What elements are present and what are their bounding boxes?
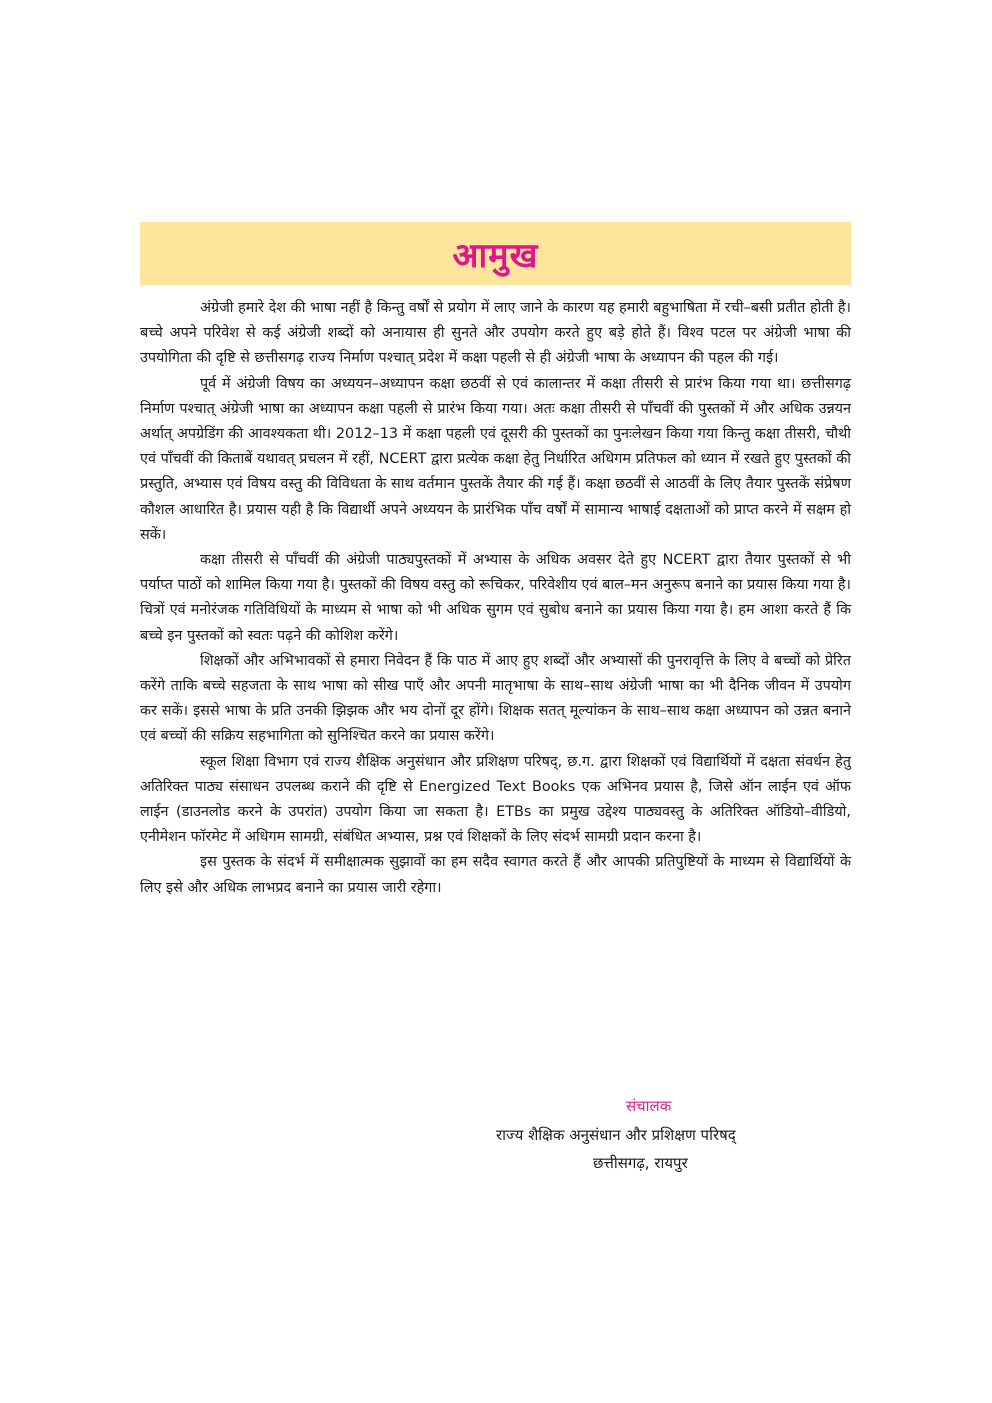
foreword-body bbox=[140, 296, 851, 901]
paragraph-4: शिक्षकों और अभिभावकों से हमारा निवेदन हैं कि पाठ में आए हुए शब्दों और अभ्यासों की पुनरावृत्ति के लिए वे बच्चों को प्रेरित करेंगे ताकि बच्चे सहजता के साथ भाषा को सीख पाएँ और अपनी मातृभाषा के साथ–साथ अंग्रेजी भाषा का भी दैनिक जीवन में उपयोग कर सकें। इससे भाषा के प्रति उनकी झिझक और भय दोनों दूर होंगे। शिक्षक सतत् मूल्यांकन के साथ–साथ कक्षा अध्यापन को उन्नत बनाने एवं बच्चों की सक्रिय सहभागिता को सुनिश्चित करने का प्रयास करेंगे। bbox=[140, 652, 851, 745]
signatory-title: संचालक bbox=[626, 1097, 672, 1115]
paragraph-5: स्कूल शिक्षा विभाग एवं राज्य शैक्षिक अनुसंधान और प्रशिक्षण परिषद्, छ.ग. द्वारा शिक्षकों एवं विद्यार्थियों में दक्षता संवर्धन हेतु अतिरिक्त पाठ्य संसाधन उपलब्ध कराने की दृष्टि से Energized Text Books एक अभिनव प्रयास है, जिसे ऑन लाईन एवं ऑफ लाईन (डाउनलोड करने के उपरांत) उपयोग किया जा सकता है। ETBs का प्रमुख उद्देश्य पाठ्यवस्तु के अतिरिक्त ऑडियो–वीडियो, एनीमेशन फॉरमेट में अधिगम सामग्री, संबंधित अभ्यास, प्रश्न एवं शिक्षकों के लिए संदर्भ सामग्री प्रदान करना है। bbox=[140, 753, 851, 846]
title-band bbox=[140, 222, 851, 285]
paragraph-1: अंग्रेजी हमारे देश की भाषा नहीं है किन्तु वर्षों से प्रयोग में लाए जाने के कारण यह हमारी बहुभाषिता में रची–बसी प्रतीत होती है। बच्चे अपने परिवेश से कई अंग्रेजी शब्दों को अनायास ही सुनते और उपयोग करते हुए बड़े होते हैं। विश्व पटल पर अंग्रेजी भाषा की उपयोगिता की दृष्टि से छत्तीसगढ़ राज्य निर्माण पश्चात् प्रदेश में कक्षा पहली से ही अंग्रेजी भाषा के अध्यापन की पहल की गई। bbox=[140, 300, 851, 367]
page-title: आमुख bbox=[452, 235, 539, 276]
paragraph-2: पूर्व में अंग्रेजी विषय का अध्ययन–अध्यापन कक्षा छठवीं से एवं कालान्तर में कक्षा तीसरी से प्रारंभ किया गया था। छत्तीसगढ़ निर्माण पश्चात् अंग्रेजी भाषा का अध्यापन कक्षा पहली से प्रारंभ किया गया। अतः कक्षा तीसरी से पाँचवीं की पुस्तकों में और अधिक उन्नयन अर्थात् अपग्रेडिंग की आवश्यकता थी। 2012–13 में कक्षा पहली एवं दूसरी की पुस्तकों का पुनःलेखन किया गया किन्तु कक्षा तीसरी, चौथी एवं पाँचवीं की किताबें यथावत् प्रचलन में रहीं, NCERT द्वारा प्रत्येक कक्षा हेतु निर्धारित अधिगम प्रतिफल को ध्यान में रखते हुए पुस्तकों की प्रस्तुति, अभ्यास एवं विषय वस्तु की विविधता के साथ वर्तमान पुस्तकें तैयार की गई हैं। कक्षा छठवीं से आठवीं के लिए तैयार पुस्तकें संप्रेषण कौशल आधारित है। प्रयास यही है कि विद्यार्थी अपने अध्ययन के प्रारंभिक पाँच वर्षों में सामान्य भाषाई दक्षताओं को प्राप्त करने में सक्षम हो सकें। bbox=[140, 375, 851, 543]
paragraph-3: कक्षा तीसरी से पाँचवीं की अंग्रेजी पाठ्यपुस्तकों में अभ्यास के अधिक अवसर देते हुए NCERT द्वारा तैयार पुस्तकों से भी पर्याप्त पाठों को शामिल किया गया है। पुस्तकों की विषय वस्तु को रूचिकर, परिवेशीय एवं बाल–मन अनुरूप बनाने का प्रयास किया गया है। चित्रों एवं मनोरंजक गतिविधियों के माध्यम से भाषा को भी अधिक सुगम एवं सुबोध बनाने का प्रयास किया गया है। हम आशा करते हैं कि बच्चे इन पुस्तकों को स्वतः पढ़ने की कोशिश करेंगे। bbox=[140, 552, 851, 644]
signatory-organization: राज्य शैक्षिक अनुसंधान और प्रशिक्षण परिषद् bbox=[496, 1126, 736, 1144]
signatory-place: छत्तीसगढ़, रायपुर bbox=[593, 1154, 688, 1172]
paragraph-6: इस पुस्तक के संदर्भ में समीक्षात्मक सुझावों का हम सदैव स्वागत करते हैं और आपकी प्रतिपुष्टियों के माध्यम से विद्यार्थियों के लिए इसे और अधिक लाभप्रद बनाने का प्रयास जारी रहेगा। bbox=[140, 854, 851, 896]
